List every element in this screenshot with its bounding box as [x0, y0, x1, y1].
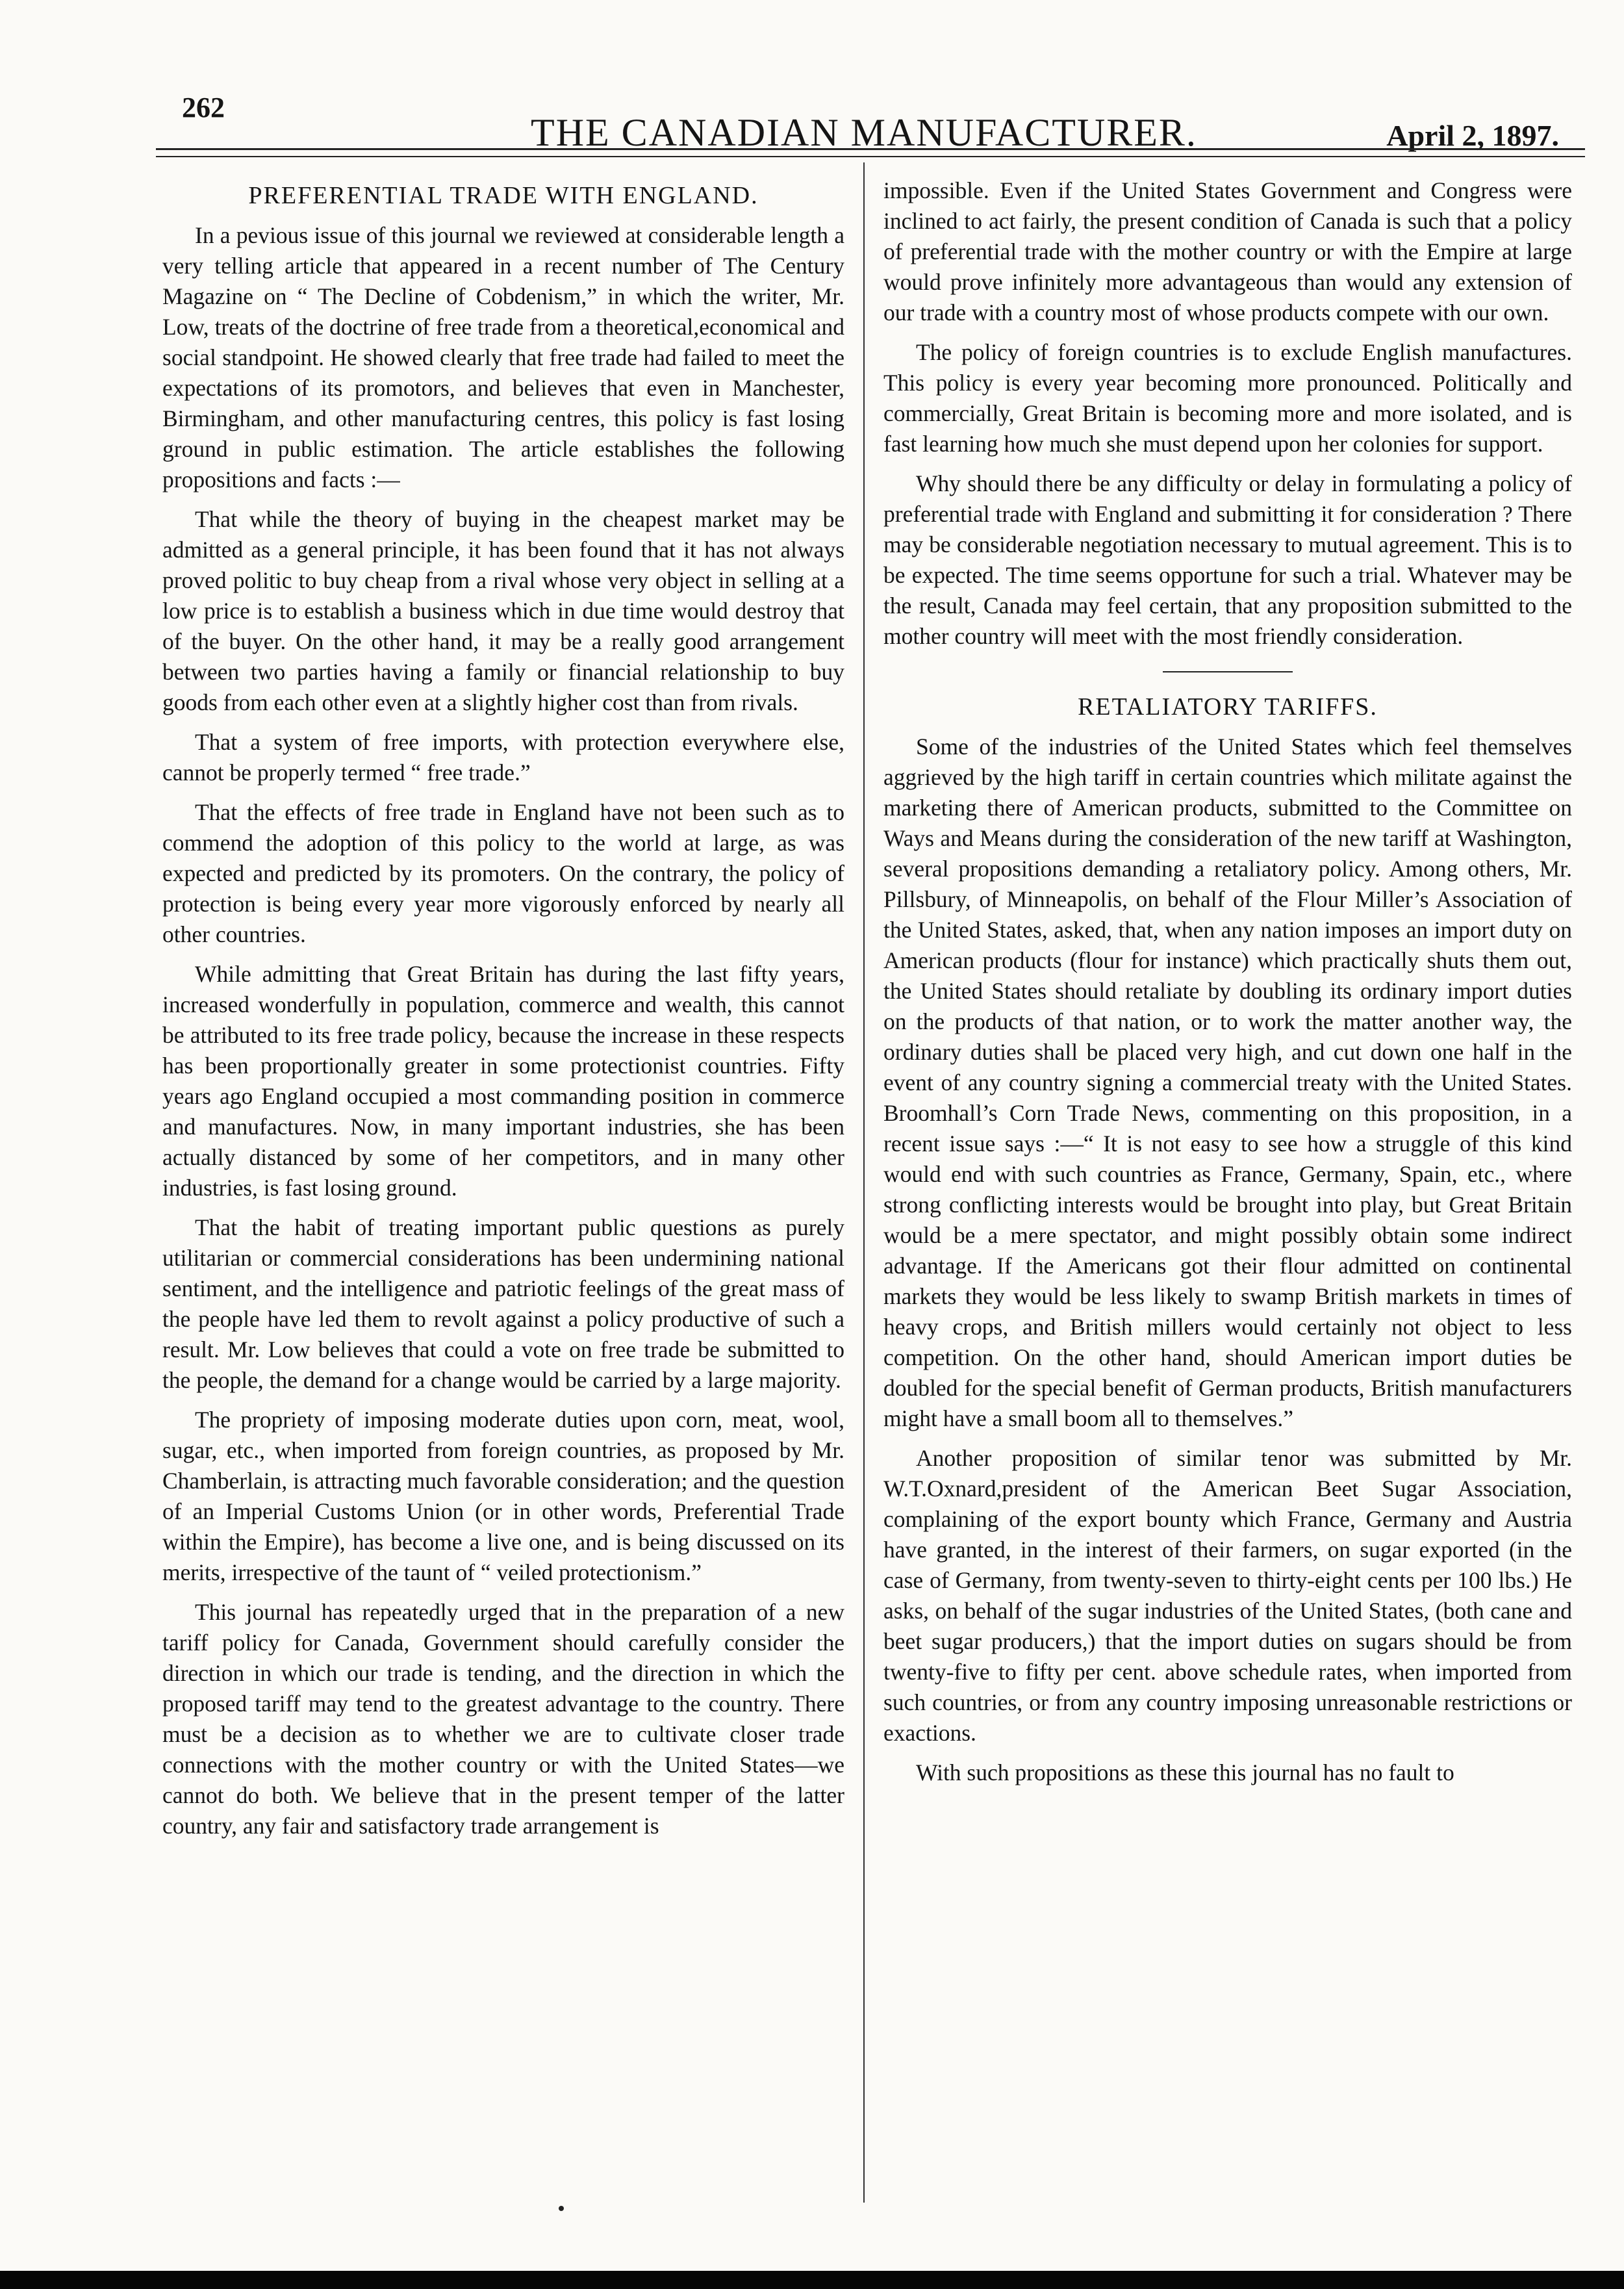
article-paragraph: That the habit of treating important public questions as purely utilitarian or commercial considerations has been undermining national sentiment, and the intelligence and patriotic feelings of the great mass of the people have led them to revolt against a policy productive of such a result. Mr. Low believes that could a vote on free trade be submitted to the people, the demand for a change would be carried by a large majority. — [162, 1214, 844, 1393]
page-number: 262 — [182, 92, 225, 123]
right-column — [883, 175, 1572, 2203]
page-header — [156, 84, 1572, 156]
article-paragraph: The policy of foreign countries is to exclude English manufactures. This policy is every year becoming more pronounced. Politically and commercially, Great Britain is becoming more and more isolated, and is fast learning how much she must depend upon her colonies for support. — [883, 339, 1572, 457]
left-column — [162, 175, 844, 2203]
header-rule — [156, 148, 1585, 150]
article-paragraph: In a pevious issue of this journal we reviewed at considerable length a very telling article that appeared in a recent number of The Century Magazine on “ The Decline of Cobdenism,” in which the writer, Mr. Low, treats of the doctrine of free trade from a theoretical,economical and social standpoint. He showed clearly that free trade had failed to meet the expectations of its promotors, and believes that even in Manchester, Birmingham, and other manufacturing centres, this policy is fast losing ground in public estimation. The article establishes the following propositions and facts :— — [162, 222, 844, 492]
scan-edge-band — [0, 2271, 1624, 2289]
issue-date: April 2, 1897. — [1386, 119, 1559, 152]
ink-dot — [559, 2206, 564, 2211]
article-paragraph: Why should there be any difficulty or delay in formulating a policy of preferential trade with England and submitting it for consideration ? There may be considerable negotiation necessary to mutual agreement. This is to be expected. The time seems opportune for such a trial. Whatever may be the result, Canada may feel certain, that any proposition submitted to the mother country will meet with the most friendly consideration. — [883, 470, 1572, 649]
article-paragraph: That while the theory of buying in the cheapest market may be admitted as a general principle, it has been found that it has not always proved politic to buy cheap from a rival whose very object in selling at a low price is to establish a business which in due time would destroy that of the buyer. On the other hand, it may be a really good arrangement between two parties having a family or financial relationship to buy goods from each other even at a slightly higher cost than from rivals. — [162, 506, 844, 715]
article-paragraph: That the effects of free trade in England have not been such as to commend the adoption of this policy to the world at large, as was expected and predicted by its promoters. On the contrary, the policy of protection is being every year more vigorously enforced by nearly all other countries. — [162, 799, 844, 947]
column-divider — [863, 162, 865, 2203]
article-paragraph: The propriety of imposing moderate duties upon corn, meat, wool, sugar, etc., when imported from foreign countries, as proposed by Mr. Chamberlain, is attracting much favorable consideration; and the question of an Imperial Customs Union (or in other words, Preferential Trade within the Empire), has become a live one, and is being discussed on its merits, irrespective of the taunt of “ veiled protectionism.” — [162, 1407, 844, 1585]
article-title: RETALIATORY TARIFFS. — [1078, 693, 1378, 721]
article-paragraph: Some of the industries of the United States which feel themselves aggrieved by the high tariff in certain countries which militate against the marketing there of American products, submitted to the Committee on Ways and Means during the consideration of the new tariff at Washington, several propositions demanding a retaliatory policy. Among others, Mr. Pillsbury, of Minneapolis, on behalf of the Flour Miller’s Association of the United States, asked, that, when any nation imposes an import duty on American products (flour for instance) which practically shuts them out, the United States should retaliate by doubling its ordinary import duties on the products of that nation, or to work the matter another way, the ordinary duties shall be placed very high, and cut down one half in the event of any country signing a commercial treaty with the United States. Broomhall’s Corn Trade News, commenting on this proposition, in a recent issue says :—“ It is not easy to see how a struggle of this kind would end with such countries as France, Germany, Spain, etc., where strong conflicting interests would be brought into play, but Great Britain would be a mere spectator, and might possibly obtain some indirect advantage. If the Americans got their flour admitted on continental markets they would be less likely to swamp British markets in times of heavy crops, and British millers would certainly not object to less competition. On the other hand, should American import duties be doubled for the special benefit of German products, British manufacturers might have a small boom all to themselves.” — [883, 734, 1572, 1431]
article-paragraph: While admitting that Great Britain has during the last fifty years, increased wonderfully in population, commerce and wealth, this cannot be attributed to its free trade policy, because the increase in these respects has been proportionally greater in some protectionist countries. Fifty years ago England occupied a most commanding position in commerce and manufactures. Now, in many important industries, she has been actually distanced by some of her competitors, and in many other industries, is fast losing ground. — [162, 961, 844, 1201]
article-paragraph: This journal has repeatedly urged that in the preparation of a new tariff policy for Canada, Government should carefully consider the direction in which our trade is tending, and the direction in which the proposed tariff may tend to the greatest advantage to the country. There must be a decision as to whether we are to cultivate closer trade connections with the mother country or with the United States—we cannot do both. We believe that in the present temper of the latter country, any fair and satisfactory trade arrangement is — [162, 1599, 844, 1839]
article-paragraph: Another proposition of similar tenor was submitted by Mr. W.T.Oxnard,president of the American Beet Sugar Association, complaining of the export bounty which France, Germany and Austria have granted, in the interest of their farmers, on sugar exported (in the case of Germany, from twenty-seven to thirty-eight cents per 100 lbs.) He asks, on behalf of the sugar industries of the United States, (both cane and beet sugar producers,) that the import duties on sugars should be from twenty-five to fifty per cent. above schedule rates, when imported from such countries, or from any country imposing unreasonable restrictions or exactions. — [883, 1445, 1572, 1746]
section-divider — [1163, 671, 1293, 672]
journal-title: THE CANADIAN MANUFACTURER. — [531, 111, 1197, 154]
article-title: PREFERENTIAL TRADE WITH ENGLAND. — [248, 182, 759, 209]
article-paragraph-continued: impossible. Even if the United States Government and Congress were inclined to act fairly, the present condition of Canada is such that a policy of preferential trade with the mother country or with the Empire at large would prove infinitely more advantageous than would any extension of our trade with a country most of whose products compete with our own. — [883, 177, 1572, 326]
article-paragraph: That a system of free imports, with protection everywhere else, cannot be properly termed “ free trade.” — [162, 729, 844, 786]
header-rule-thin — [156, 156, 1585, 157]
article-paragraph: With such propositions as these this journal has no fault to — [916, 1759, 1454, 1785]
